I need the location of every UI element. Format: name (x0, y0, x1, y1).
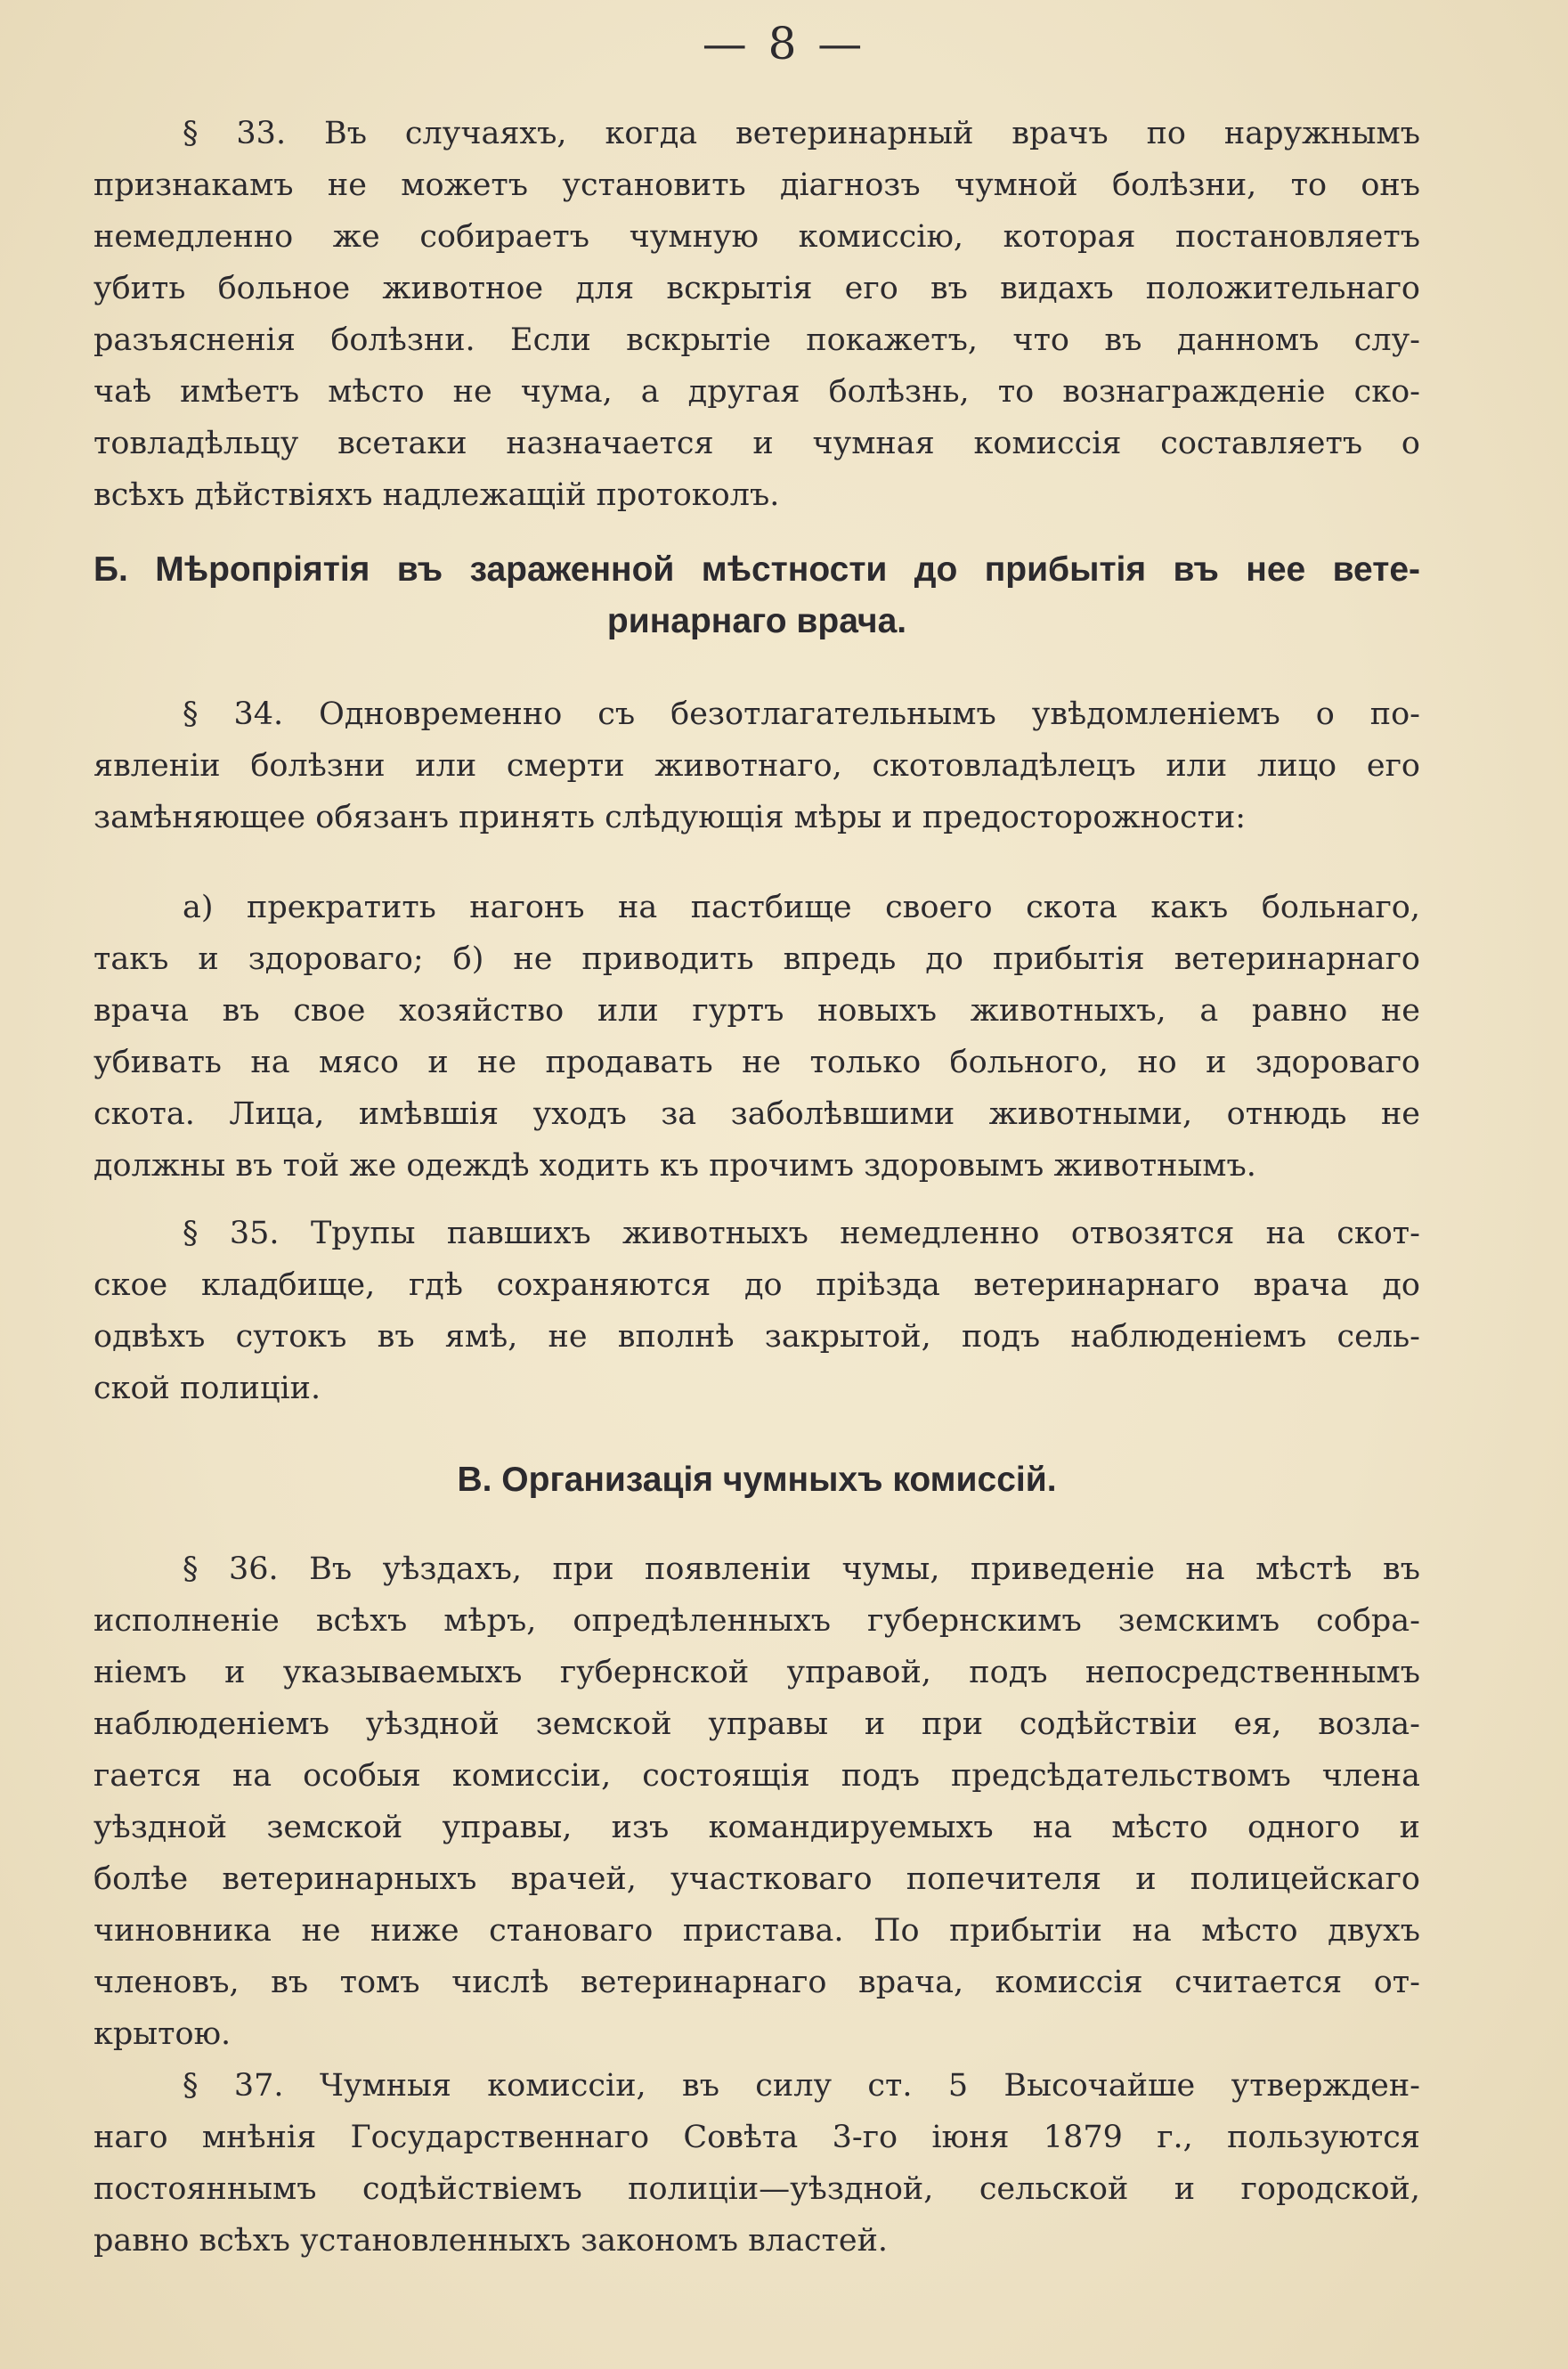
text-line: замѣняющее обязанъ принять слѣдующія мѣры и предосторожности: (93, 800, 1247, 835)
paragraph-35 (93, 1208, 1420, 1414)
text-line: убить больное животное для вскрытія его въ видахъ положительнаго (93, 271, 1420, 306)
text-line: § 36. Въ уѣздахъ, при появленіи чумы, приведеніе на мѣстѣ въ (183, 1551, 1420, 1587)
paragraph-36 (93, 1543, 1420, 2060)
text-line: § 35. Трупы павшихъ животныхъ немедленно отвозятся на скот- (183, 1216, 1420, 1251)
text-line: крытою. (93, 2016, 232, 2052)
text-line: членовъ, въ томъ числѣ ветеринарнаго врача, комиссія считается от- (93, 1965, 1420, 2000)
section-heading-v (93, 1454, 1420, 1506)
section-heading-b (93, 544, 1420, 647)
text-line: наго мнѣнія Государственнаго Совѣта 3-го іюня 1879 г., пользуются (93, 2120, 1420, 2155)
paragraph-34-measures (93, 882, 1420, 1192)
text-line: скота. Лица, имѣвшія уходъ за заболѣвшими животными, отнюдь не (93, 1096, 1420, 1132)
text-line: § 37. Чумныя комиссіи, въ силу ст. 5 Высочайше утвержден- (183, 2068, 1420, 2104)
text-line: всѣхъ дѣйствіяхъ надлежащій протоколъ. (93, 477, 780, 513)
text-line: а) прекратить нагонъ на пастбище своего скота какъ больнаго, (183, 890, 1420, 925)
text-line: постояннымъ содѣйствіемъ полиціи—уѣздной, сельской и городской, (93, 2171, 1420, 2207)
text-line: равно всѣхъ установленныхъ закономъ властей. (93, 2223, 889, 2259)
text-line: товладѣльцу всетаки назначается и чумная комиссія составляетъ о (93, 426, 1420, 461)
text-line: немедленно же собираетъ чумную комиссію, которая постановляетъ (93, 219, 1420, 255)
text-line: должны въ той же одеждѣ ходить къ прочимъ здоровымъ животнымъ. (93, 1148, 1256, 1184)
text-line: болѣе ветеринарныхъ врачей, участковаго попечителя и полицейскаго (93, 1861, 1420, 1897)
text-line: такъ и здороваго; б) не приводить впредь до прибытія ветеринарнаго (93, 941, 1420, 977)
text-line: чиновника не ниже становаго пристава. По прибытіи на мѣсто двухъ (93, 1913, 1420, 1949)
page-number: — 8 — (702, 18, 866, 69)
text-line: гается на особыя комиссіи, состоящія подъ предсѣдательствомъ члена (93, 1758, 1420, 1794)
text-line: ніемъ и указываемыхъ губернской управой, подъ непосредственнымъ (93, 1655, 1420, 1690)
text-line: § 34. Одновременно съ безотлагательнымъ увѣдомленіемъ о по- (183, 696, 1420, 732)
text-line: одвѣхъ сутокъ въ ямѣ, не вполнѣ закрытой, подъ наблюденіемъ сель- (93, 1319, 1420, 1355)
text-line: уѣздной земской управы, изъ командируемыхъ на мѣсто одного и (93, 1810, 1420, 1845)
text-line: ское кладбище, гдѣ сохраняются до пріѣзда ветеринарнаго врача до (93, 1267, 1420, 1303)
text-line: врача въ свое хозяйство или гуртъ новыхъ животныхъ, а равно не (93, 993, 1420, 1029)
text-line: признакамъ не можетъ установить діагнозъ чумной болѣзни, то онъ (93, 167, 1420, 203)
heading-line: Б. Мѣропріятія въ зараженной мѣстности до прибытія въ нее вете- (93, 550, 1420, 589)
text-line: убивать на мясо и не продавать не только больного, но и здороваго (93, 1045, 1420, 1080)
heading-line: В. Организація чумныхъ комиссій. (457, 1461, 1057, 1499)
text-line: § 33. Въ случаяхъ, когда ветеринарный врачъ по наружнымъ (183, 116, 1420, 151)
text-line: исполненіе всѣхъ мѣръ, опредѣленныхъ губернскимъ земскимъ собра- (93, 1603, 1420, 1639)
text-line: явленіи болѣзни или смерти животнаго, скотовладѣлецъ или лицо его (93, 748, 1420, 784)
text-line: разъясненія болѣзни. Если вскрытіе покажетъ, что въ данномъ слу- (93, 322, 1420, 358)
paragraph-33 (93, 108, 1420, 521)
paragraph-34 (93, 688, 1420, 843)
paragraph-37 (93, 2060, 1420, 2267)
text-line: наблюденіемъ уѣздной земской управы и при содѣйствіи ея, возла- (93, 1706, 1420, 1742)
text-line: чаѣ имѣетъ мѣсто не чума, а другая болѣзнь, то вознагражденіе ско- (93, 374, 1420, 410)
text-line: ской полиціи. (93, 1371, 321, 1406)
heading-line: ринарнаго врача. (606, 602, 907, 640)
